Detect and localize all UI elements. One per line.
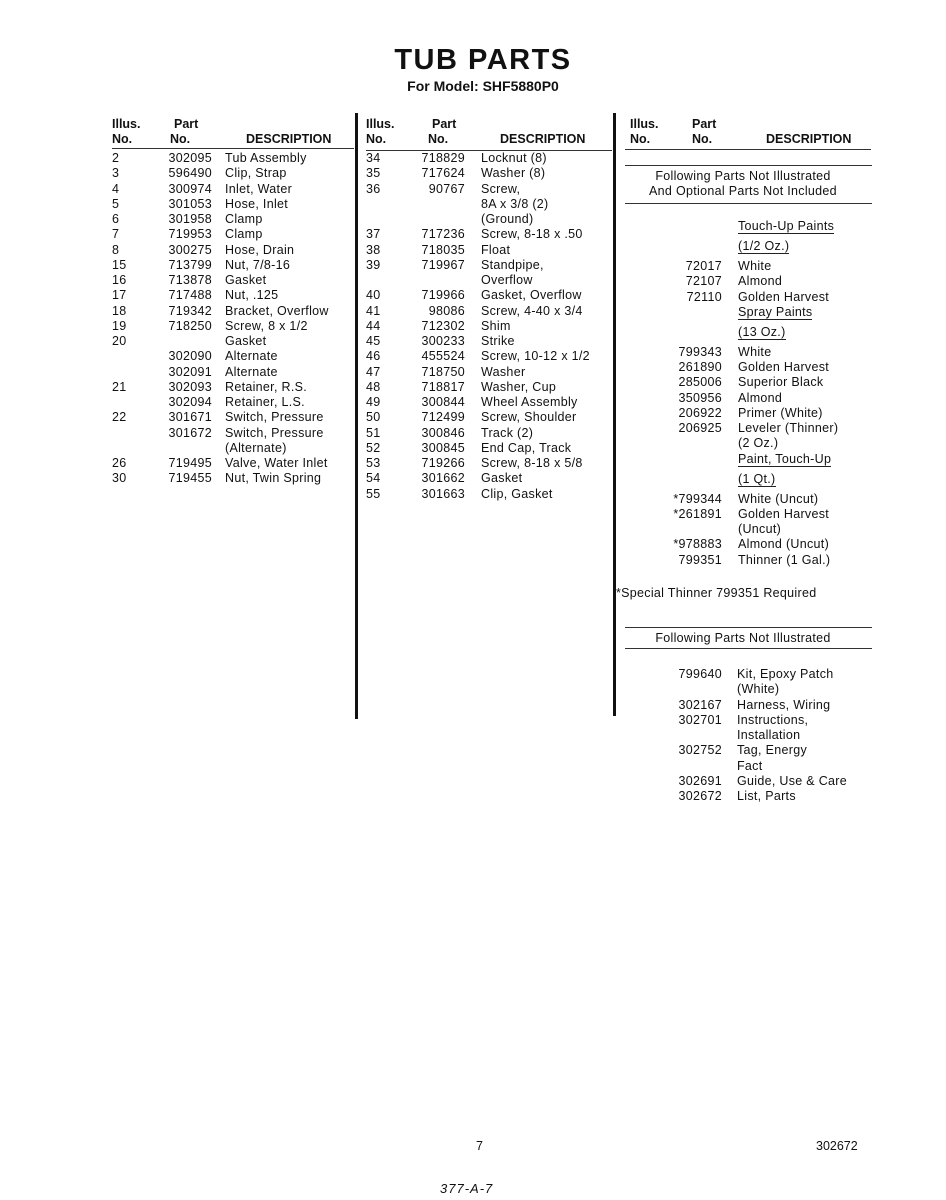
- part-number: 712499: [421, 410, 465, 425]
- part-label: Part: [174, 117, 199, 131]
- part-description: Screw, 8-18 x 5/8: [481, 456, 583, 470]
- part-number: 302094: [168, 395, 212, 409]
- no-label: No.: [112, 132, 133, 146]
- table-row: [366, 258, 611, 273]
- illus-number: 35: [366, 166, 381, 181]
- description-header: DESCRIPTION: [246, 132, 332, 146]
- part-number: 302691: [678, 773, 722, 788]
- part-header: [428, 117, 456, 147]
- part-description: Retainer, R.S.: [225, 379, 308, 394]
- no-label: No.: [692, 132, 713, 146]
- part-number: 719455: [168, 471, 212, 486]
- part-number: 717624: [421, 166, 465, 181]
- illus-number: 34: [366, 151, 381, 165]
- part-number: 596490: [168, 166, 212, 181]
- illus-number: 17: [112, 288, 127, 303]
- part-description: Nut, .125: [225, 288, 279, 303]
- illus-number: 52: [366, 440, 381, 455]
- part-number: 72017: [685, 259, 722, 273]
- table-row: [625, 391, 875, 406]
- illus-header: [366, 117, 394, 147]
- page-number: 7: [476, 1139, 483, 1153]
- part-number: 72107: [685, 274, 722, 289]
- part-description: Alternate: [225, 364, 278, 379]
- part-number: 300844: [421, 395, 465, 409]
- table-row: [625, 537, 875, 552]
- table-row: [366, 349, 611, 364]
- illus-number: 53: [366, 456, 381, 470]
- table-row: [366, 273, 611, 288]
- part-description: List, Parts: [737, 789, 796, 803]
- part-description: Golden Harvest: [738, 506, 830, 521]
- handwritten-note: 377-A-7: [440, 1181, 494, 1196]
- part-description: Hose, Inlet: [225, 196, 289, 211]
- table-row: [112, 227, 352, 242]
- part-description: Installation: [737, 728, 801, 742]
- no-label: No.: [170, 132, 191, 146]
- part-description: Leveler (Thinner): [738, 421, 839, 435]
- part-description: Strike: [481, 334, 515, 348]
- table-row: [625, 713, 875, 728]
- table-row: [366, 471, 611, 486]
- part-description: Switch, Pressure: [225, 410, 324, 425]
- table-row: [112, 319, 352, 334]
- part-description: Touch-Up Paints: [738, 219, 835, 233]
- part-description: Valve, Water Inlet: [225, 456, 328, 470]
- part-number: 350956: [678, 390, 722, 405]
- illus-number: 40: [366, 288, 381, 303]
- table-row: [625, 305, 875, 325]
- no-label: No.: [428, 132, 449, 146]
- part-number: 302167: [678, 697, 722, 712]
- table-row: [112, 380, 352, 395]
- part-number: 302090: [168, 349, 212, 364]
- part-header: [692, 117, 716, 147]
- part-description: Float: [481, 242, 511, 257]
- part-description: Gasket: [225, 334, 267, 348]
- note-line: Following Parts Not Illustrated: [655, 169, 831, 183]
- part-description: Screw, 8 x 1/2: [225, 318, 308, 333]
- part-number: 719342: [168, 303, 212, 318]
- illus-number: 54: [366, 471, 381, 486]
- table-row: [112, 395, 352, 410]
- parts-list-column-2: [366, 151, 611, 502]
- illus-number: 5: [112, 196, 120, 211]
- part-description: Clip, Gasket: [481, 486, 553, 501]
- part-description: Golden Harvest: [738, 289, 830, 304]
- table-row: [366, 288, 611, 303]
- part-number: 300845: [421, 440, 465, 455]
- part-description: Kit, Epoxy Patch: [737, 667, 834, 681]
- table-row: [625, 325, 875, 345]
- table-row: [625, 452, 875, 472]
- parts-list-column-3: [625, 219, 875, 568]
- table-row: [366, 487, 611, 502]
- illus-number: 51: [366, 425, 381, 440]
- table-row: [112, 471, 352, 486]
- part-description: Instructions,: [737, 712, 809, 727]
- illus-number: 18: [112, 303, 127, 318]
- parts-list-column-1: [112, 151, 352, 487]
- part-number: 712302: [421, 318, 465, 333]
- part-description: Locknut (8): [481, 151, 547, 165]
- table-row: [112, 410, 352, 425]
- part-number: 718829: [421, 151, 465, 165]
- part-number: 206925: [678, 421, 722, 435]
- table-row: [625, 290, 875, 305]
- illus-number: 30: [112, 471, 127, 486]
- part-number: 719966: [421, 288, 465, 303]
- illus-number: 48: [366, 379, 381, 394]
- part-description: (1/2 Oz.): [738, 239, 790, 253]
- part-description: White: [738, 344, 772, 359]
- illus-number: 41: [366, 303, 381, 318]
- part-number: 300974: [168, 181, 212, 196]
- table-row: [366, 456, 611, 471]
- section-rule: [625, 627, 872, 628]
- part-description: Screw,: [481, 181, 521, 196]
- part-number: 718817: [421, 379, 465, 394]
- part-description: Nut, Twin Spring: [225, 471, 322, 486]
- part-description: End Cap, Track: [481, 440, 572, 455]
- illus-label: Illus.: [630, 117, 659, 131]
- illus-number: 50: [366, 410, 381, 425]
- illus-number: 49: [366, 395, 381, 409]
- table-row: [112, 426, 352, 441]
- table-row: [112, 365, 352, 380]
- table-row: [625, 698, 875, 713]
- illus-number: 3: [112, 166, 120, 181]
- table-row: [625, 743, 875, 758]
- table-row: [625, 492, 875, 507]
- part-description: Paint, Touch-Up: [738, 451, 832, 466]
- table-row: [112, 243, 352, 258]
- part-label: Part: [432, 117, 457, 131]
- part-number: 302093: [168, 379, 212, 394]
- table-row: [112, 349, 352, 364]
- part-number: 799343: [678, 344, 722, 359]
- illus-number: 15: [112, 257, 127, 272]
- part-number: 719953: [168, 227, 212, 242]
- illus-number: 38: [366, 242, 381, 257]
- illus-number: 26: [112, 456, 127, 470]
- description-header: DESCRIPTION: [766, 132, 852, 146]
- part-number: 285006: [678, 375, 722, 390]
- part-description: Shim: [481, 318, 511, 333]
- table-row: [366, 319, 611, 334]
- part-description: 8A x 3/8 (2): [481, 196, 549, 211]
- illus-number: 44: [366, 318, 381, 333]
- part-number: 98086: [428, 303, 465, 318]
- table-row: [112, 197, 352, 212]
- table-row: [112, 441, 352, 456]
- part-number: *799344: [673, 491, 722, 506]
- column-divider: [355, 113, 358, 719]
- part-description: Nut, 7/8-16: [225, 257, 291, 272]
- part-number: 799640: [678, 667, 722, 681]
- section-rule: [625, 165, 872, 166]
- document-number: 302672: [816, 1139, 858, 1153]
- table-row: [625, 345, 875, 360]
- illus-label: Illus.: [112, 117, 141, 131]
- part-number: *978883: [673, 537, 722, 552]
- illus-number: 37: [366, 227, 381, 242]
- illus-number: 16: [112, 273, 127, 287]
- illus-number: 46: [366, 349, 381, 364]
- table-row: [366, 380, 611, 395]
- part-description: Gasket: [225, 273, 267, 287]
- no-label: No.: [630, 132, 651, 146]
- part-description: (1 Qt.): [738, 471, 776, 486]
- illus-label: Illus.: [366, 117, 395, 131]
- part-number: 301671: [168, 410, 212, 425]
- illus-number: 7: [112, 227, 120, 242]
- column-divider: [613, 113, 616, 716]
- part-description: Screw, 8-18 x .50: [481, 227, 583, 242]
- table-row: [625, 667, 875, 682]
- part-description: Switch, Pressure: [225, 425, 324, 440]
- part-description: Spray Paints: [738, 304, 813, 319]
- part-number: *261891: [673, 506, 722, 521]
- part-description: Thinner (1 Gal.): [738, 552, 831, 567]
- part-description: (Uncut): [738, 522, 782, 536]
- table-row: [112, 334, 352, 349]
- part-description: (13 Oz.): [738, 324, 786, 339]
- table-row: [366, 212, 611, 227]
- part-description: Guide, Use & Care: [737, 773, 848, 788]
- part-description: Washer (8): [481, 166, 546, 181]
- part-description: Hose, Drain: [225, 242, 295, 257]
- part-description: Almond: [738, 274, 783, 289]
- part-description: Screw, 4-40 x 3/4: [481, 303, 583, 318]
- part-number: 300846: [421, 425, 465, 440]
- part-number: 719266: [421, 456, 465, 470]
- table-row: [625, 728, 875, 743]
- part-number: 719967: [421, 257, 465, 272]
- part-label: Part: [692, 117, 717, 131]
- part-description: Harness, Wiring: [737, 697, 831, 712]
- part-description: Bracket, Overflow: [225, 303, 329, 318]
- table-row: [625, 789, 875, 804]
- illus-number: 47: [366, 364, 381, 379]
- illus-number: 20: [112, 334, 127, 348]
- table-row: [112, 273, 352, 288]
- table-row: [366, 151, 611, 166]
- illus-header: [630, 117, 658, 147]
- table-row: [625, 472, 875, 492]
- part-description: Primer (White): [738, 405, 823, 420]
- part-description: Clamp: [225, 212, 263, 226]
- table-row: [625, 436, 875, 451]
- part-number: 713799: [168, 257, 212, 272]
- part-description: Washer: [481, 364, 526, 379]
- footnote: *Special Thinner 799351 Required: [616, 586, 817, 600]
- illus-number: 22: [112, 410, 127, 425]
- part-number: 718750: [421, 364, 465, 379]
- table-row: [625, 682, 875, 697]
- part-description: Alternate: [225, 349, 278, 364]
- illus-number: 36: [366, 181, 381, 196]
- part-number: 261890: [678, 360, 722, 374]
- part-description: (Ground): [481, 212, 534, 226]
- table-row: [366, 395, 611, 410]
- part-description: Gasket, Overflow: [481, 288, 582, 303]
- part-description: Overflow: [481, 273, 533, 287]
- table-row: [112, 304, 352, 319]
- part-number: 302095: [168, 151, 212, 165]
- part-description: Golden Harvest: [738, 360, 830, 374]
- part-number: 206922: [678, 405, 722, 420]
- part-number: 302672: [678, 789, 722, 803]
- table-row: [366, 182, 611, 197]
- table-row: [625, 239, 875, 259]
- table-row: [625, 259, 875, 274]
- part-description: Standpipe,: [481, 257, 544, 272]
- part-number: 302701: [678, 712, 722, 727]
- table-row: [625, 375, 875, 390]
- part-number: 718250: [168, 318, 212, 333]
- table-row: [112, 456, 352, 471]
- table-row: [366, 441, 611, 456]
- table-row: [366, 365, 611, 380]
- illus-number: 39: [366, 257, 381, 272]
- part-description: Tub Assembly: [225, 151, 307, 165]
- part-description: Clip, Strap: [225, 166, 287, 181]
- table-row: [366, 166, 611, 181]
- part-number: 90767: [428, 181, 465, 196]
- part-number: 301958: [168, 212, 212, 226]
- part-description: (2 Oz.): [738, 436, 779, 451]
- table-row: [625, 360, 875, 375]
- table-row: [112, 258, 352, 273]
- table-row: [112, 182, 352, 197]
- header-rule: [112, 148, 354, 149]
- table-row: [625, 274, 875, 289]
- table-row: [625, 406, 875, 421]
- table-row: [112, 288, 352, 303]
- part-description: Superior Black: [738, 375, 824, 390]
- table-row: [112, 212, 352, 227]
- illus-header: [112, 117, 140, 147]
- table-row: [625, 219, 875, 239]
- table-row: [366, 197, 611, 212]
- part-number: 717488: [168, 288, 212, 303]
- table-row: [366, 410, 611, 425]
- not-illustrated-note-2: Following Parts Not Illustrated: [655, 631, 831, 645]
- part-number: 301672: [168, 425, 212, 440]
- page-title: TUB PARTS: [394, 44, 572, 76]
- table-row: [366, 243, 611, 258]
- part-description: Washer, Cup: [481, 379, 557, 394]
- part-description: Track (2): [481, 425, 534, 440]
- part-number: 301663: [421, 486, 465, 501]
- part-description: Almond (Uncut): [738, 537, 830, 552]
- part-description: Retainer, L.S.: [225, 395, 305, 409]
- table-row: [366, 227, 611, 242]
- part-number: 301662: [421, 471, 465, 486]
- part-description: Screw, 10-12 x 1/2: [481, 349, 590, 364]
- part-description: Gasket: [481, 471, 523, 486]
- table-row: [625, 774, 875, 789]
- part-description: Tag, Energy: [737, 743, 808, 758]
- table-row: [625, 507, 875, 522]
- illus-number: 45: [366, 334, 381, 348]
- table-row: [366, 334, 611, 349]
- part-number: 300275: [168, 242, 212, 257]
- illus-number: 4: [112, 181, 120, 196]
- part-description: (Alternate): [225, 440, 287, 455]
- table-row: [112, 151, 352, 166]
- section-rule: [625, 648, 872, 649]
- part-description: Screw, Shoulder: [481, 410, 577, 425]
- part-description: Inlet, Water: [225, 181, 293, 196]
- part-description: White: [738, 259, 772, 273]
- table-row: [625, 553, 875, 568]
- part-description: White (Uncut): [738, 491, 819, 506]
- part-header: [170, 117, 198, 147]
- part-number: 718035: [421, 242, 465, 257]
- part-number: 301053: [168, 196, 212, 211]
- illus-number: 6: [112, 212, 120, 226]
- part-description: Almond: [738, 390, 783, 405]
- table-row: [625, 421, 875, 436]
- part-number: 455524: [421, 349, 465, 364]
- part-number: 302091: [168, 364, 212, 379]
- part-number: 713878: [168, 273, 212, 287]
- illus-number: 19: [112, 318, 127, 333]
- note-line: And Optional Parts Not Included: [649, 184, 837, 198]
- part-description: Wheel Assembly: [481, 395, 578, 409]
- illus-number: 55: [366, 486, 381, 501]
- part-number: 799351: [678, 552, 722, 567]
- part-description: (White): [737, 682, 780, 697]
- part-description: Fact: [737, 758, 763, 773]
- not-illustrated-note: [625, 169, 861, 199]
- part-number: 72110: [686, 289, 722, 304]
- model-subtitle: For Model: SHF5880P0: [407, 78, 559, 94]
- table-row: [625, 759, 875, 774]
- header-rule: [625, 149, 871, 150]
- illus-number: 21: [112, 379, 127, 394]
- description-header: DESCRIPTION: [500, 132, 586, 146]
- part-number: 302752: [678, 743, 722, 758]
- part-number: 717236: [421, 227, 465, 242]
- table-row: [112, 166, 352, 181]
- table-row: [366, 304, 611, 319]
- illus-number: 2: [112, 151, 120, 165]
- table-row: [625, 522, 875, 537]
- parts-list-column-3-misc: [625, 667, 875, 804]
- table-row: [366, 426, 611, 441]
- no-label: No.: [366, 132, 387, 146]
- illus-number: 8: [112, 242, 120, 257]
- part-number: 300233: [421, 334, 465, 348]
- section-rule: [625, 203, 872, 204]
- part-number: 719495: [168, 456, 212, 470]
- part-description: Clamp: [225, 227, 263, 242]
